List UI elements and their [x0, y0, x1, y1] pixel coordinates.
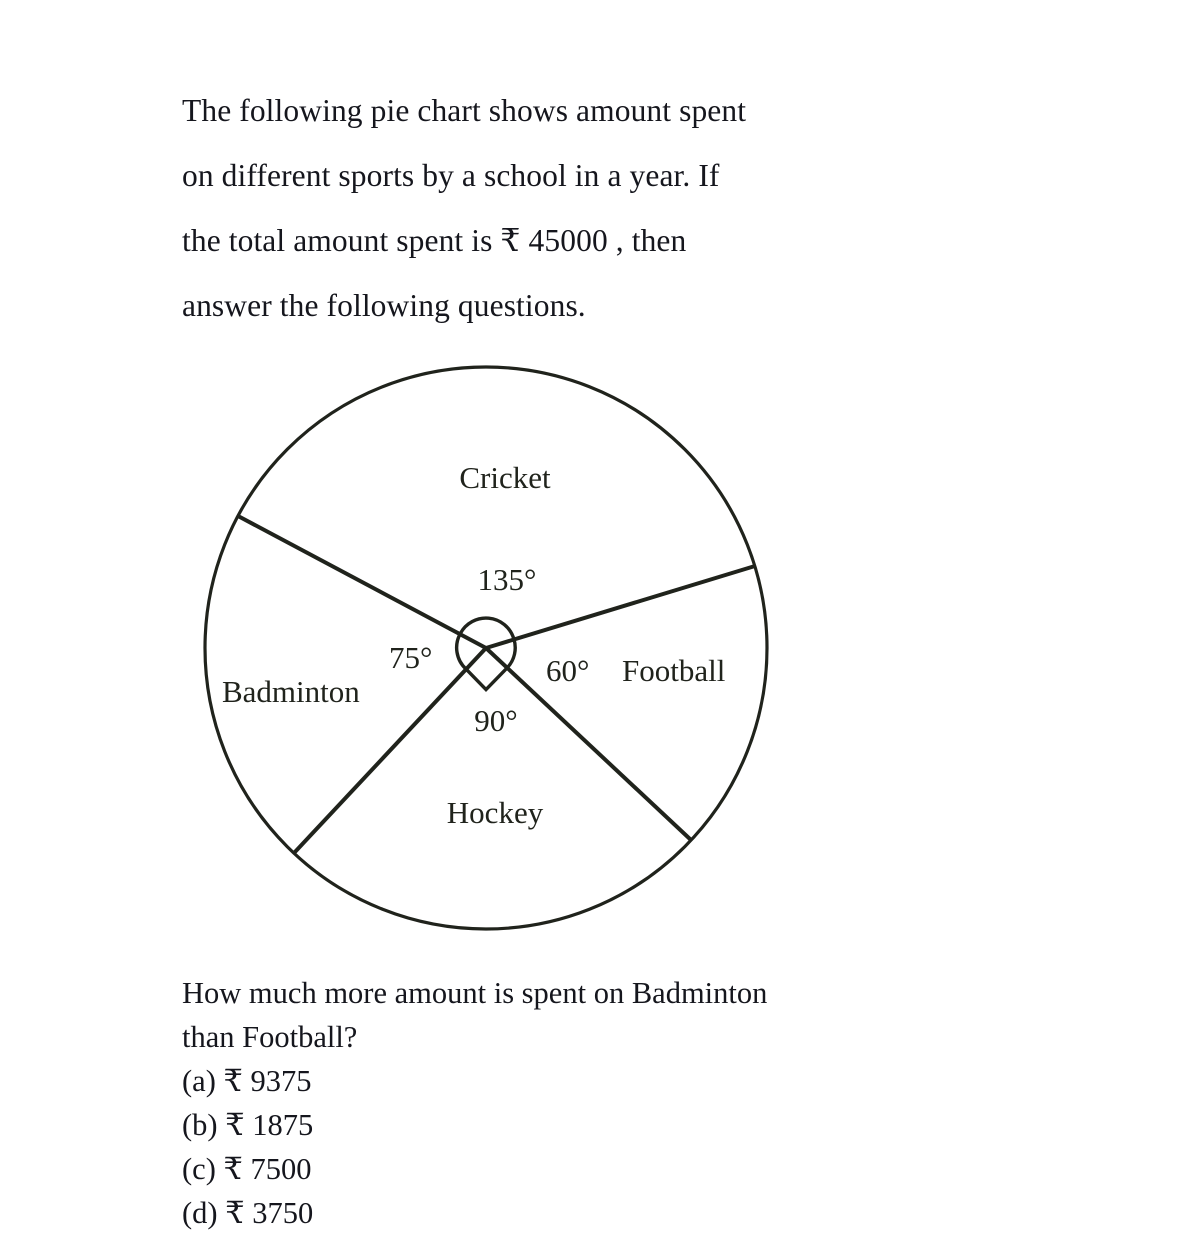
- pie-chart-figure: [180, 355, 800, 955]
- option-c[interactable]: (c) ₹ 7500: [182, 1152, 312, 1186]
- pie-angle-hockey: 90°: [474, 703, 518, 738]
- option-a[interactable]: (a) ₹ 9375: [182, 1064, 312, 1098]
- answer-options: [182, 1059, 682, 1235]
- option-b[interactable]: (b) ₹ 1875: [182, 1108, 314, 1142]
- pie-label-cricket: Cricket: [459, 460, 551, 495]
- option-d[interactable]: (d) ₹ 3750: [182, 1196, 314, 1230]
- pie-angle-football: 60°: [546, 653, 590, 688]
- pie-angle-badminton: 75°: [389, 640, 433, 675]
- intro-line: The following pie chart shows amount spent: [182, 93, 747, 128]
- intro-line: the total amount spent is ₹ 45000 , then: [182, 223, 687, 258]
- pie-label-hockey: Hockey: [446, 795, 544, 830]
- intro-line: answer the following questions.: [182, 288, 586, 323]
- pie-label-badminton: Badminton: [222, 674, 360, 709]
- intro-line: on different sports by a school in a year. If: [182, 158, 720, 193]
- question-line: than Football?: [182, 1019, 358, 1054]
- pie-label-football: Football: [622, 653, 726, 688]
- question-line: How much more amount is spent on Badminton: [182, 976, 768, 1010]
- pie-angle-cricket: 135°: [477, 562, 537, 597]
- intro-paragraph: [182, 78, 972, 338]
- question-text: [182, 972, 1042, 1059]
